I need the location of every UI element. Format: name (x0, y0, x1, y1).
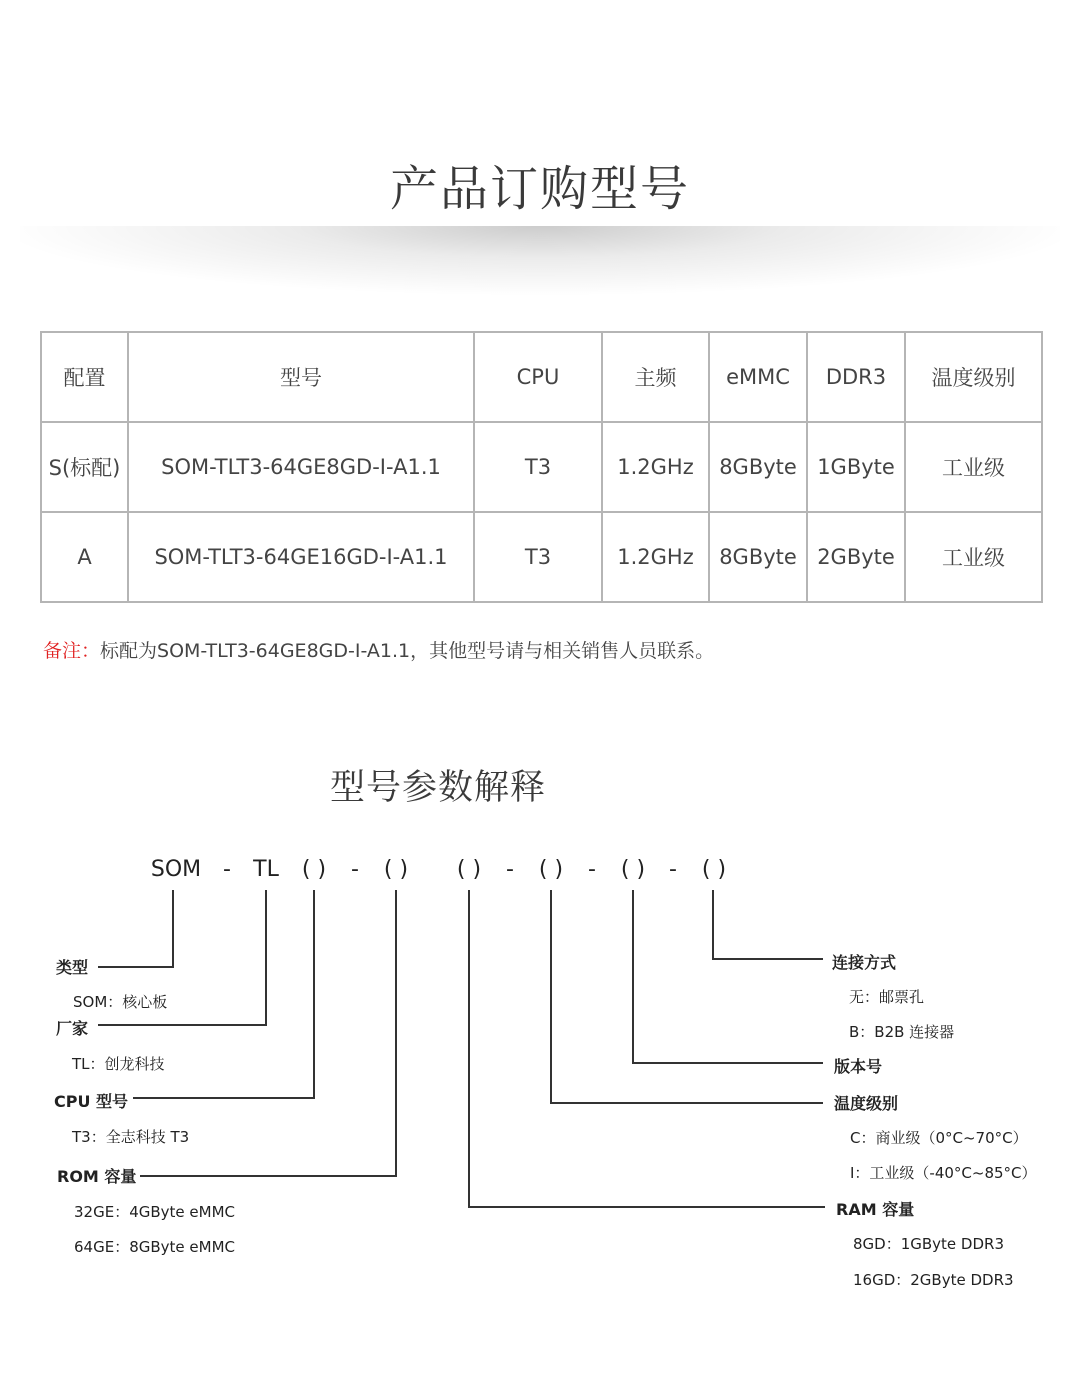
table-cell: 1.2GHz (602, 422, 709, 512)
param-label-rom: ROM 容量 (57, 1167, 137, 1186)
table-row (41, 512, 1042, 602)
param-value: T3：全志科技 T3 (72, 1128, 190, 1146)
param-value: 64GE：8GByte eMMC (74, 1238, 235, 1256)
table-cell: SOM-TLT3-64GE8GD-I-A1.1 (128, 422, 474, 512)
leader-line-type (98, 966, 174, 968)
header-cell: 型号 (128, 332, 474, 422)
table-cell: 工业级 (905, 422, 1042, 512)
param-value: C：商业级（0°C~70°C） (850, 1129, 1028, 1147)
leader-line-ram (468, 890, 470, 1207)
param-value: 16GD：2GByte DDR3 (853, 1271, 1014, 1289)
leader-line-rom (140, 1175, 397, 1177)
title-shadow-divider (20, 226, 1060, 296)
leader-line-type (172, 890, 174, 967)
table-cell: 工业级 (905, 512, 1042, 602)
header-cell: 主频 (602, 332, 709, 422)
code-part-connector: ( ) (701, 857, 727, 882)
code-separator: - (506, 857, 514, 882)
leader-line-temp (550, 890, 552, 1103)
header-cell: eMMC (709, 332, 807, 422)
header-cell: 温度级别 (905, 332, 1042, 422)
param-value: 无：邮票孔 (849, 988, 925, 1006)
param-value: 8GD：1GByte DDR3 (853, 1235, 1004, 1253)
leader-line-ram (468, 1206, 825, 1208)
header-cell: DDR3 (807, 332, 905, 422)
table-cell: 8GByte (709, 512, 807, 602)
table-cell: T3 (474, 512, 602, 602)
param-label-type: 类型 (56, 958, 89, 977)
param-label-vendor: 厂家 (56, 1019, 89, 1038)
param-value: SOM：核心板 (73, 993, 168, 1011)
leader-line-cpu (133, 1097, 315, 1099)
leader-line-temp (550, 1102, 823, 1104)
param-label-version: 版本号 (834, 1057, 883, 1076)
leader-line-version (632, 890, 634, 1063)
table-cell: 1GByte (807, 422, 905, 512)
leader-line-connector (712, 890, 714, 959)
leader-line-version (632, 1062, 823, 1064)
ordering-table (40, 331, 1043, 603)
code-separator: - (588, 857, 596, 882)
leader-line-connector (712, 958, 823, 960)
code-part-temp: ( ) (538, 857, 564, 882)
code-part-rom: ( ) (383, 857, 409, 882)
header-cell: 配置 (41, 332, 128, 422)
code-part-cpu: ( ) (301, 857, 327, 882)
table-cell: A (41, 512, 128, 602)
param-label-connector: 连接方式 (832, 953, 897, 972)
table-cell: SOM-TLT3-64GE16GD-I-A1.1 (128, 512, 474, 602)
param-value: B：B2B 连接器 (849, 1023, 955, 1041)
table-header-row (41, 332, 1042, 422)
code-part-ram: ( ) (456, 857, 482, 882)
code-separator: - (223, 857, 231, 882)
leader-line-rom (395, 890, 397, 1176)
param-label-temp: 温度级别 (834, 1094, 899, 1113)
code-separator: - (669, 857, 677, 882)
table-cell: 2GByte (807, 512, 905, 602)
header-cell: CPU (474, 332, 602, 422)
code-part-version: ( ) (620, 857, 646, 882)
param-value: I：工业级（-40°C~85°C） (850, 1164, 1037, 1182)
order-note (43, 636, 714, 663)
code-separator: - (351, 857, 359, 882)
param-value: 32GE：4GByte eMMC (74, 1203, 235, 1221)
section-title: 型号参数解释 (330, 768, 547, 808)
table-cell: S(标配) (41, 422, 128, 512)
param-value: TL：创龙科技 (72, 1055, 165, 1073)
note-label: 备注： (43, 640, 101, 662)
page-title: 产品订购型号 (389, 161, 690, 217)
table-cell: 1.2GHz (602, 512, 709, 602)
note-text: 标配为SOM-TLT3-64GE8GD-I-A1.1，其他型号请与相关销售人员联系。 (100, 640, 715, 662)
code-part-vendor: TL (253, 857, 279, 882)
param-label-cpu: CPU 型号 (54, 1092, 129, 1111)
leader-line-vendor (98, 1024, 267, 1026)
param-label-ram: RAM 容量 (836, 1200, 915, 1219)
table-row (41, 422, 1042, 512)
leader-line-cpu (313, 890, 315, 1098)
leader-line-vendor (265, 890, 267, 1025)
table-cell: T3 (474, 422, 602, 512)
table-cell: 8GByte (709, 422, 807, 512)
code-part-type: SOM (150, 857, 202, 882)
